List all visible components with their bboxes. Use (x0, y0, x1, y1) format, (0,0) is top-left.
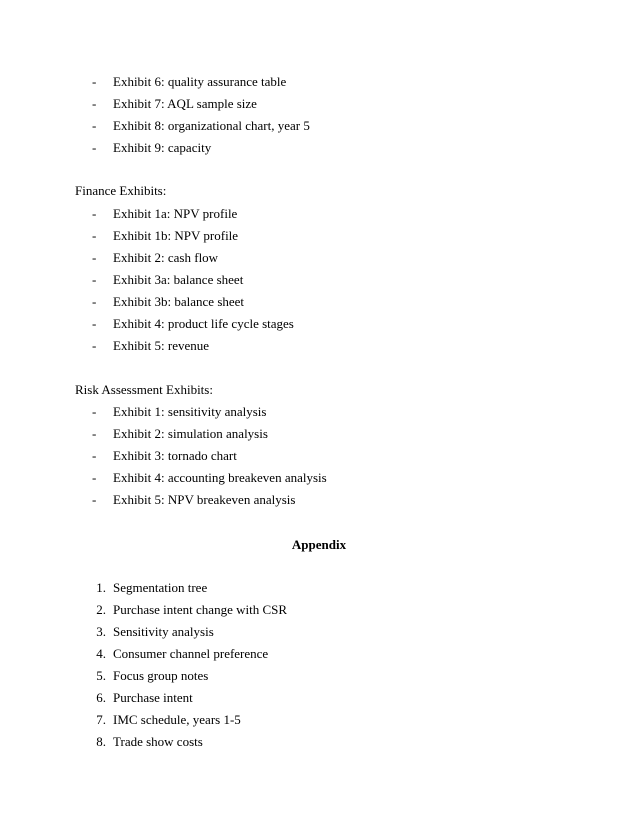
list-item-text: Exhibit 1: sensitivity analysis (113, 404, 267, 419)
list-item-text: IMC schedule, years 1-5 (113, 712, 241, 727)
list-item-text: Segmentation tree (113, 580, 208, 595)
list-item-number: 7. (96, 712, 106, 727)
list-item-number: 6. (96, 690, 106, 705)
bullet-dash: - (92, 404, 97, 419)
list-item-text: Exhibit 2: simulation analysis (113, 426, 268, 441)
risk-heading: Risk Assessment Exhibits: (75, 382, 213, 397)
list-item-text: Consumer channel preference (113, 646, 269, 661)
bullet-dash: - (92, 96, 97, 111)
list-item-text: Exhibit 4: product life cycle stages (113, 316, 294, 331)
bullet-dash: - (92, 74, 97, 89)
list-item-text: Exhibit 5: revenue (113, 338, 210, 353)
bullet-dash: - (92, 140, 97, 155)
list-item-text: Exhibit 7: AQL sample size (113, 96, 257, 111)
bullet-dash: - (92, 470, 97, 485)
bullet-dash: - (92, 228, 97, 243)
list-item-text: Exhibit 3: tornado chart (113, 448, 237, 463)
list-item-number: 2. (96, 602, 106, 617)
finance-heading: Finance Exhibits: (75, 183, 167, 198)
bullet-dash: - (92, 316, 97, 331)
list-item-text: Exhibit 8: organizational chart, year 5 (113, 118, 310, 133)
bullet-dash: - (92, 492, 97, 507)
list-item-text: Focus group notes (113, 668, 209, 683)
list-item-text: Exhibit 3b: balance sheet (113, 294, 245, 309)
bullet-dash: - (92, 338, 97, 353)
list-item-number: 4. (96, 646, 106, 661)
bullet-dash: - (92, 294, 97, 309)
list-item-text: Sensitivity analysis (113, 624, 214, 639)
list-item-number: 8. (96, 734, 106, 749)
list-item-text: Trade show costs (113, 734, 203, 749)
list-item-text: Exhibit 5: NPV breakeven analysis (113, 492, 296, 507)
bullet-dash: - (92, 206, 97, 221)
list-item-text: Exhibit 1b: NPV profile (113, 228, 239, 243)
list-item-text: Purchase intent (113, 690, 193, 705)
bullet-dash: - (92, 272, 97, 287)
list-item-text: Exhibit 6: quality assurance table (113, 74, 287, 89)
bullet-dash: - (92, 250, 97, 265)
list-item-number: 1. (96, 580, 106, 595)
bullet-dash: - (92, 448, 97, 463)
bullet-dash: - (92, 118, 97, 133)
list-item-text: Exhibit 1a: NPV profile (113, 206, 238, 221)
list-item-text: Exhibit 4: accounting breakeven analysis (113, 470, 327, 485)
list-item-text: Purchase intent change with CSR (113, 602, 288, 617)
list-item-number: 5. (96, 668, 106, 683)
list-item-text: Exhibit 9: capacity (113, 140, 212, 155)
list-item-number: 3. (96, 624, 106, 639)
bullet-dash: - (92, 426, 97, 441)
appendix-title: Appendix (291, 537, 347, 552)
list-item-text: Exhibit 2: cash flow (113, 250, 219, 265)
list-item-text: Exhibit 3a: balance sheet (113, 272, 244, 287)
